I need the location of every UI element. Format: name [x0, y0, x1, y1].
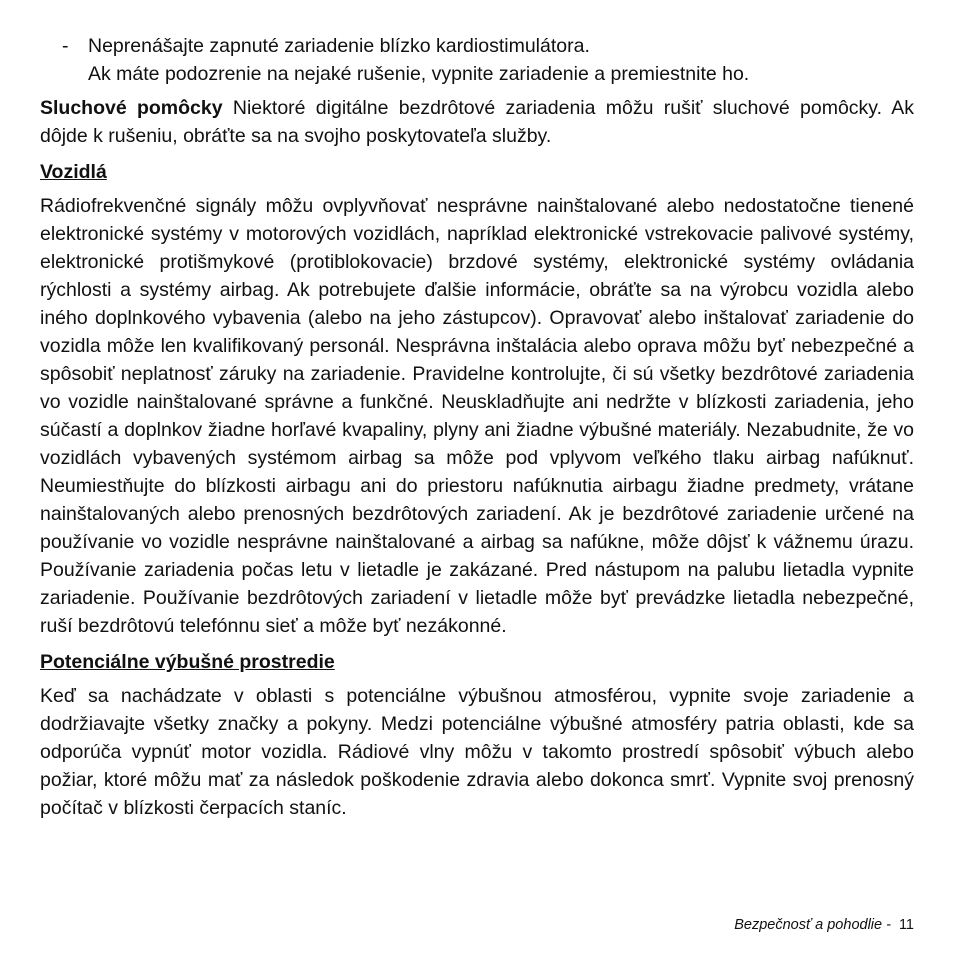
bullet-line-2: Ak máte podozrenie na nejaké rušenie, vypnite zariadenie a premiestnite ho. — [88, 63, 750, 85]
explosive-heading: Potenciálne výbušné prostredie — [40, 651, 335, 673]
bullet-line-1: Neprenášajte zapnuté zariadenie blízko kardiostimulátora. — [88, 35, 590, 57]
bullet-item — [40, 32, 914, 88]
page-number: 11 — [898, 917, 914, 933]
vehicles-heading: Vozidlá — [40, 161, 107, 183]
hearing-aids-paragraph — [40, 94, 914, 150]
hearing-aids-text: Niektoré digitálne bezdrôtové zariadenia môžu rušiť sluchové pomôcky. Ak dôjde k rušeniu, obráťte sa na svojho poskytovateľa služby. — [40, 97, 914, 147]
bullet-dash: - — [62, 35, 69, 57]
hearing-aids-lead: Sluchové pomôcky — [40, 97, 223, 119]
footer-label: Bezpečnosť a pohodlie - — [734, 917, 891, 933]
page-footer — [734, 917, 914, 933]
document-body — [40, 32, 914, 822]
vehicles-paragraph: Rádiofrekvenčné signály môžu ovplyvňovať nesprávne nainštalované alebo nedostatočne tienené elektronické systémy v motorových vozidlách, napríklad elektronické vstrekovacie palivové systémy, elektronické protišmykové (protiblokovacie) brzdové systémy, elektronické systémy ovládania rýchlosti a systémy airbag. Ak potrebujete ďalšie informácie, obráťte sa na výrobcu vozidla alebo iného doplnkového vybavenia (alebo na jeho zástupcov). Opravovať alebo inštalovať zariadenie do vozidla môže len kvalifikovaný personál. Nesprávna inštalácia alebo oprava môžu byť nebezpečné a spôsobiť neplatnosť záruky na zariadenie. Pravidelne kontrolujte, či sú všetky bezdrôtové zariadenia vo vozidle nainštalované správne a funkčné. Neuskladňujte ani nedržte v blízkosti zariadenia, jeho súčastí a doplnkov žiadne horľavé kvapaliny, plyny ani žiadne výbušné materiály. Nezabudnite, že vo vozidlách vybavených systémom airbag sa môže pod vplyvom veľkého tlaku airbag nafúknuť. Neumiestňujte do blízkosti airbagu ani do priestoru nafúknutia airbagu žiadne predmety, vrátane nainštalovaných alebo prenosných bezdrôtových zariadení. Ak je bezdrôtové zariadenie určené na používanie vo vozidle nesprávne nainštalované a airbag sa nafúkne, môže dôjsť k vážnemu úrazu. Používanie zariadenia počas letu v lietadle je zakázané. Pred nástupom na palubu lietadla vypnite zariadenie. Používanie bezdrôtových zariadení v lietadle môže byť prevádzke lietadla nebezpečné, ruší bezdrôtovú telefónnu sieť a môže byť nezákonné. — [40, 195, 914, 637]
explosive-paragraph: Keď sa nachádzate v oblasti s potenciálne výbušnou atmosférou, vypnite svoje zariadenie a dodržiavajte všetky značky a pokyny. Medzi potenciálne výbušné atmosféry patria oblasti, kde sa odporúča vypnúť motor vozidla. Rádiové vlny môžu v takomto prostredí spôsobiť výbuch alebo požiar, ktoré môžu mať za následok poškodenie zdravia alebo dokonca smrť. Vypnite svoj prenosný počítač v blízkosti čerpacích staníc. — [40, 685, 914, 819]
